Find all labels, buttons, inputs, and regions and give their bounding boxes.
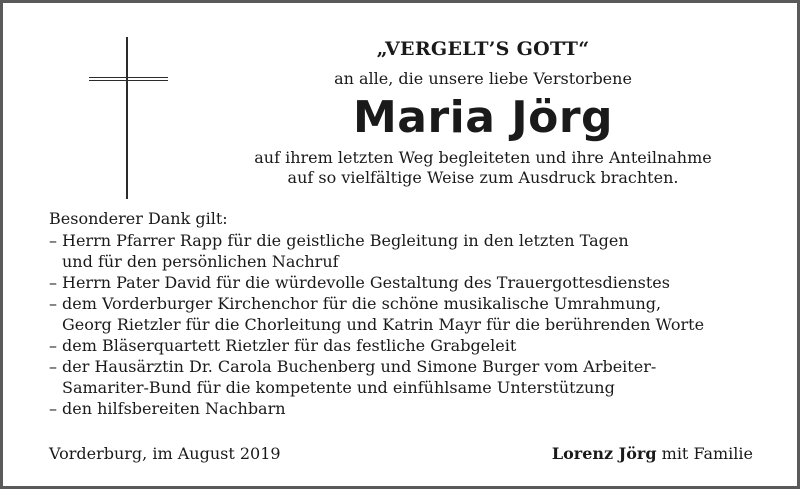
closing-line-2: auf so vielfältige Weise zum Ausdruck brachten. xyxy=(287,168,679,187)
list-item xyxy=(49,272,769,293)
cross-vertical-beam xyxy=(126,37,128,199)
closing-line-1: auf ihrem letzten Weg begleiteten und ihre Anteilnahme xyxy=(254,148,712,167)
list-item-line-2: und für den persönlichen Nachruf xyxy=(62,252,339,271)
closing-text xyxy=(213,148,753,188)
acknowledgements-lead: Besonderer Dank gilt: xyxy=(49,209,228,228)
list-item-line-2: Georg Rietzler für die Chorleitung und Katrin Mayr für die berührenden Worte xyxy=(62,315,705,334)
dash-bullet: – xyxy=(49,399,57,418)
list-item xyxy=(49,335,769,356)
acknowledgements-list xyxy=(49,230,769,419)
list-item-line-2: Samariter-Bund für die kompetente und einfühlsame Unterstützung xyxy=(62,378,615,397)
list-item-line-1: dem Bläserquartett Rietzler für das festliche Grabgeleit xyxy=(62,336,517,355)
list-item xyxy=(49,293,769,335)
signer-name: Lorenz Jörg xyxy=(551,444,657,463)
deceased-name: Maria Jörg xyxy=(352,92,614,143)
list-item-line-1: der Hausärztin Dr. Carola Buchenberg und Simone Burger vom Arbeiter- xyxy=(62,357,657,376)
list-item xyxy=(49,398,769,419)
acknowledgements xyxy=(49,208,769,419)
dash-bullet: – xyxy=(49,273,57,292)
intro-line: an alle, die unsere liebe Verstorbene xyxy=(334,69,632,88)
list-item xyxy=(49,230,769,272)
dash-bullet: – xyxy=(49,357,57,376)
signer-suffix: mit Familie xyxy=(661,444,753,463)
list-item-line-1: dem Vorderburger Kirchenchor für die schöne musikalische Umrahmung, xyxy=(62,294,662,313)
dash-bullet: – xyxy=(49,294,57,313)
dash-bullet: – xyxy=(49,231,57,250)
list-item xyxy=(49,356,769,398)
list-item-line-1: den hilfsbereiten Nachbarn xyxy=(62,399,286,418)
thanks-title: „VERGELT’S GOTT“ xyxy=(376,38,590,60)
cross-horizontal-beam xyxy=(89,77,168,81)
list-item-line-1: Herrn Pater David für die würdevolle Gestaltung des Trauergottesdienstes xyxy=(62,273,670,292)
place-and-date: Vorderburg, im August 2019 xyxy=(49,444,281,463)
cross-icon xyxy=(89,37,169,199)
notice-header xyxy=(213,37,753,188)
list-item-line-1: Herrn Pfarrer Rapp für die geistliche Begleitung in den letzten Tagen xyxy=(62,231,629,250)
dash-bullet: – xyxy=(49,336,57,355)
signature xyxy=(552,444,753,464)
